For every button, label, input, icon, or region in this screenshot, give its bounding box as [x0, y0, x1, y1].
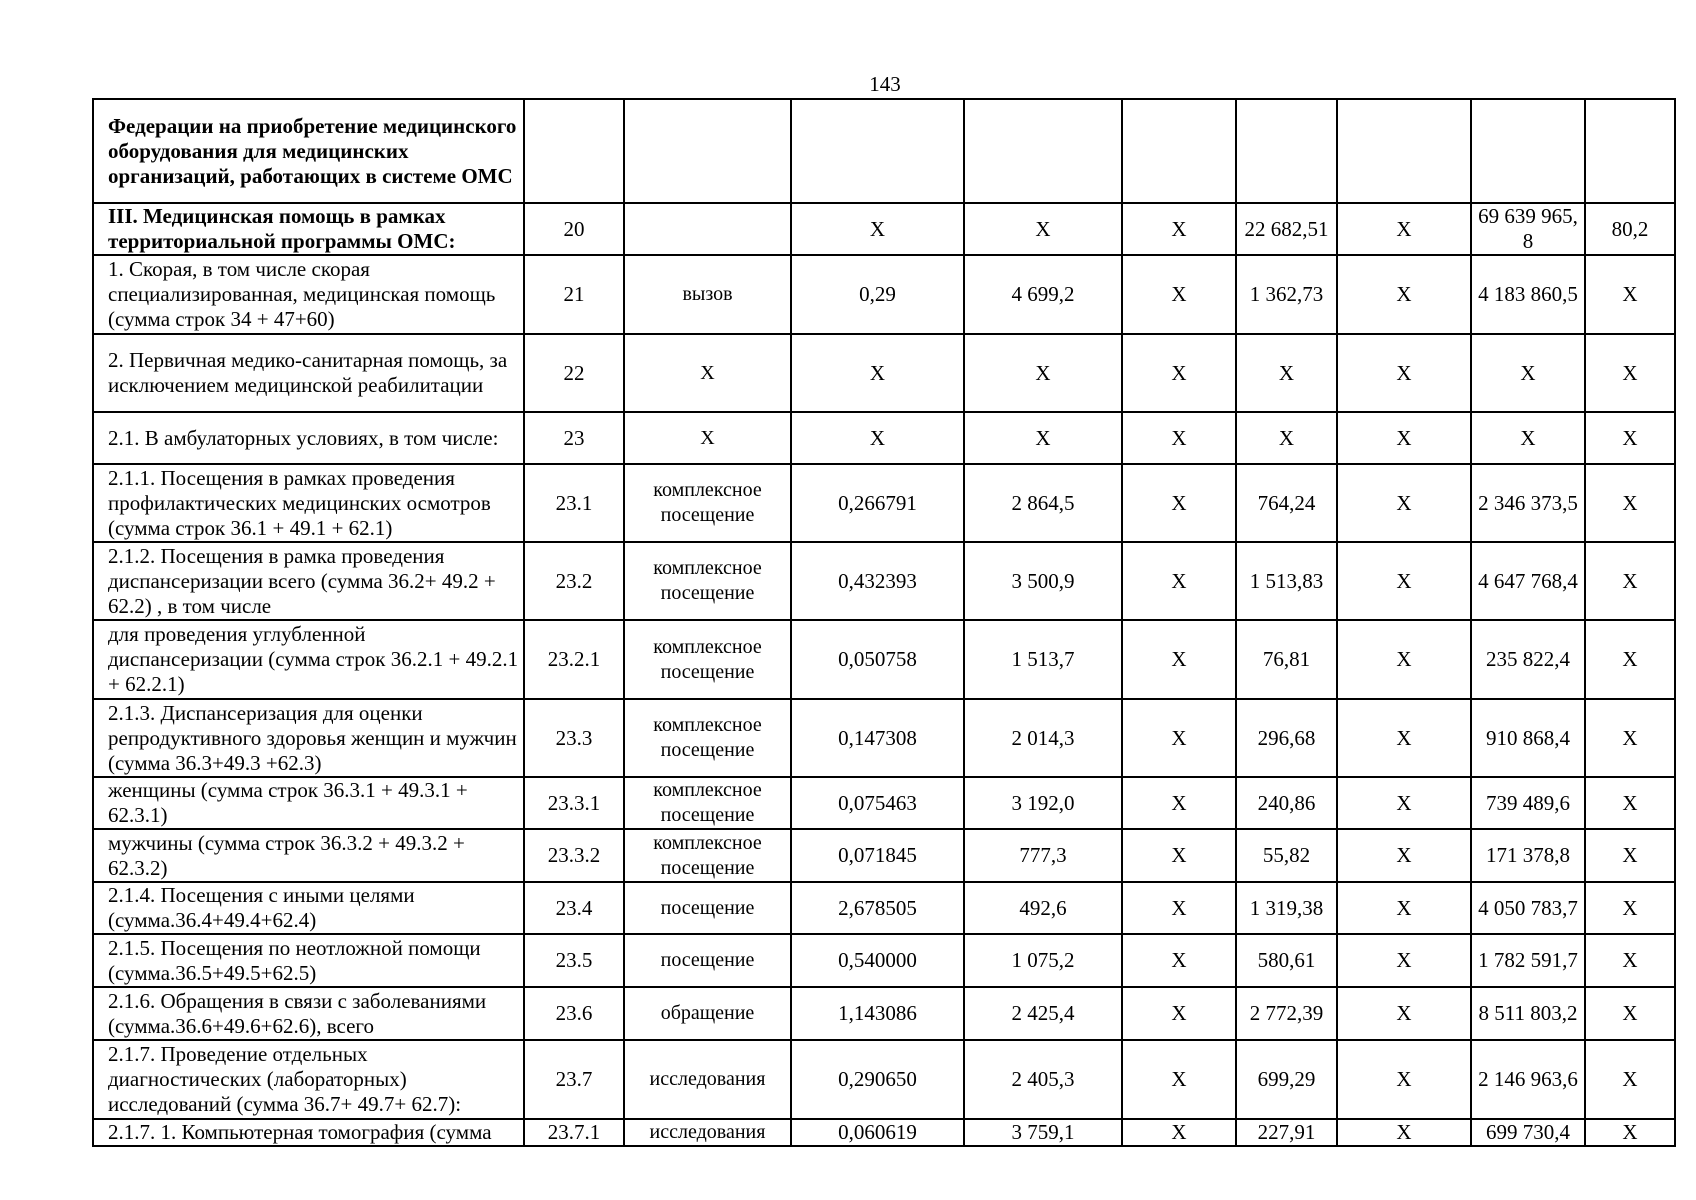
- row-unit-cell: комплексное посещение: [624, 829, 791, 882]
- row-value-cell-8: X: [1337, 934, 1471, 987]
- row-value-cell-7: 55,82: [1236, 829, 1337, 882]
- table-row: [93, 542, 1675, 620]
- row-value-cell-9: 235 822,4: [1471, 620, 1585, 699]
- row-value-cell-7: 1 362,73: [1236, 255, 1337, 334]
- row-value-cell-10: X: [1585, 1040, 1675, 1119]
- row-value-cell-10: X: [1585, 987, 1675, 1040]
- row-value-cell-10: X: [1585, 464, 1675, 542]
- row-value-cell-6: X: [1122, 334, 1236, 412]
- row-value-cell-4: [791, 99, 964, 203]
- row-value-cell-7: 296,68: [1236, 699, 1337, 777]
- row-line-number-cell: 23.2: [524, 542, 624, 620]
- row-value-cell-4: 0,071845: [791, 829, 964, 882]
- row-name-cell: Федерации на приобретение медицинского оборудования для медицинских организаций, работающих в системе ОМС: [93, 99, 524, 203]
- row-value-cell-9: 2 346 373,5: [1471, 464, 1585, 542]
- row-value-cell-9: 69 639 965, 8: [1471, 203, 1585, 255]
- row-value-cell-8: [1337, 99, 1471, 203]
- table-row: [93, 412, 1675, 464]
- row-value-cell-8: X: [1337, 1040, 1471, 1119]
- row-value-cell-10: X: [1585, 829, 1675, 882]
- row-unit-cell: комплексное посещение: [624, 620, 791, 699]
- row-value-cell-7: 22 682,51: [1236, 203, 1337, 255]
- row-value-cell-10: X: [1585, 777, 1675, 829]
- row-value-cell-7: 580,61: [1236, 934, 1337, 987]
- row-unit-cell: комплексное посещение: [624, 542, 791, 620]
- row-value-cell-6: X: [1122, 1040, 1236, 1119]
- row-name-cell: 2.1.7. Проведение отдельных диагностических (лабораторных) исследований (сумма 36.7+ 49.7+ 62.7):: [93, 1040, 524, 1119]
- row-value-cell-6: X: [1122, 882, 1236, 934]
- data-table: [92, 98, 1676, 1147]
- row-value-cell-6: [1122, 99, 1236, 203]
- row-line-number-cell: 23.5: [524, 934, 624, 987]
- row-name-cell: 2.1.1. Посещения в рамках проведения профилактических медицинских осмотров (сумма строк 36.1 + 49.1 + 62.1): [93, 464, 524, 542]
- row-unit-cell: посещение: [624, 934, 791, 987]
- row-value-cell-6: X: [1122, 255, 1236, 334]
- row-value-cell-5: X: [964, 203, 1122, 255]
- row-value-cell-5: 4 699,2: [964, 255, 1122, 334]
- row-value-cell-4: 0,050758: [791, 620, 964, 699]
- row-unit-cell: комплексное посещение: [624, 777, 791, 829]
- row-value-cell-6: X: [1122, 934, 1236, 987]
- row-value-cell-10: X: [1585, 934, 1675, 987]
- row-value-cell-4: 0,060619: [791, 1119, 964, 1146]
- row-line-number-cell: 23.3.2: [524, 829, 624, 882]
- row-value-cell-5: 777,3: [964, 829, 1122, 882]
- row-line-number-cell: 23.3.1: [524, 777, 624, 829]
- row-value-cell-7: 2 772,39: [1236, 987, 1337, 1040]
- row-unit-cell: X: [624, 412, 791, 464]
- row-value-cell-5: [964, 99, 1122, 203]
- row-value-cell-8: X: [1337, 882, 1471, 934]
- row-line-number-cell: 23.4: [524, 882, 624, 934]
- row-line-number-cell: 20: [524, 203, 624, 255]
- row-value-cell-7: 227,91: [1236, 1119, 1337, 1146]
- row-value-cell-10: X: [1585, 699, 1675, 777]
- row-value-cell-10: X: [1585, 334, 1675, 412]
- row-value-cell-5: X: [964, 412, 1122, 464]
- row-value-cell-9: 910 868,4: [1471, 699, 1585, 777]
- row-name-cell: 2.1.3. Диспансеризация для оценки репродуктивного здоровья женщин и мужчин (сумма 36.3+49.3 +62.3): [93, 699, 524, 777]
- row-value-cell-7: X: [1236, 412, 1337, 464]
- table-body: [93, 99, 1675, 1146]
- row-value-cell-10: X: [1585, 542, 1675, 620]
- table-row: [93, 1119, 1675, 1146]
- table-row: [93, 334, 1675, 412]
- row-value-cell-10: 80,2: [1585, 203, 1675, 255]
- row-value-cell-4: 0,540000: [791, 934, 964, 987]
- row-unit-cell: [624, 203, 791, 255]
- row-name-cell: 1. Скорая, в том числе скорая специализированная, медицинская помощь (сумма строк 34 + 47+60): [93, 255, 524, 334]
- row-line-number-cell: 23.6: [524, 987, 624, 1040]
- row-value-cell-10: X: [1585, 412, 1675, 464]
- row-name-cell: 2. Первичная медико-санитарная помощь, за исключением медицинской реабилитации: [93, 334, 524, 412]
- row-value-cell-4: 0,432393: [791, 542, 964, 620]
- row-value-cell-8: X: [1337, 620, 1471, 699]
- row-value-cell-10: X: [1585, 620, 1675, 699]
- table-row: [93, 99, 1675, 203]
- row-value-cell-9: 4 183 860,5: [1471, 255, 1585, 334]
- row-value-cell-8: X: [1337, 464, 1471, 542]
- row-value-cell-5: 3 192,0: [964, 777, 1122, 829]
- table-row: [93, 620, 1675, 699]
- row-value-cell-8: X: [1337, 334, 1471, 412]
- row-value-cell-6: X: [1122, 542, 1236, 620]
- row-line-number-cell: [524, 99, 624, 203]
- row-value-cell-10: X: [1585, 255, 1675, 334]
- row-value-cell-8: X: [1337, 542, 1471, 620]
- row-unit-cell: вызов: [624, 255, 791, 334]
- row-value-cell-9: 739 489,6: [1471, 777, 1585, 829]
- row-unit-cell: X: [624, 334, 791, 412]
- table-row: [93, 777, 1675, 829]
- row-value-cell-6: X: [1122, 620, 1236, 699]
- row-value-cell-9: 8 511 803,2: [1471, 987, 1585, 1040]
- row-value-cell-10: X: [1585, 1119, 1675, 1146]
- row-value-cell-8: X: [1337, 1119, 1471, 1146]
- row-value-cell-8: X: [1337, 699, 1471, 777]
- row-value-cell-6: X: [1122, 699, 1236, 777]
- row-line-number-cell: 23.3: [524, 699, 624, 777]
- table-row: [93, 987, 1675, 1040]
- row-unit-cell: исследования: [624, 1119, 791, 1146]
- table-row: [93, 464, 1675, 542]
- row-value-cell-9: 699 730,4: [1471, 1119, 1585, 1146]
- table-row: [93, 934, 1675, 987]
- row-name-cell: 2.1.7. 1. Компьютерная томография (сумма: [93, 1119, 524, 1146]
- row-value-cell-5: 2 014,3: [964, 699, 1122, 777]
- table-row: [93, 829, 1675, 882]
- row-value-cell-8: X: [1337, 777, 1471, 829]
- table-row: [93, 255, 1675, 334]
- row-value-cell-6: X: [1122, 829, 1236, 882]
- row-line-number-cell: 23.1: [524, 464, 624, 542]
- row-value-cell-9: X: [1471, 412, 1585, 464]
- row-value-cell-8: X: [1337, 987, 1471, 1040]
- row-value-cell-8: X: [1337, 255, 1471, 334]
- row-name-cell: мужчины (сумма строк 36.3.2 + 49.3.2 + 62.3.2): [93, 829, 524, 882]
- row-value-cell-5: 2 405,3: [964, 1040, 1122, 1119]
- row-unit-cell: комплексное посещение: [624, 699, 791, 777]
- row-unit-cell: [624, 99, 791, 203]
- row-value-cell-9: 171 378,8: [1471, 829, 1585, 882]
- row-value-cell-7: 1 513,83: [1236, 542, 1337, 620]
- row-value-cell-6: X: [1122, 464, 1236, 542]
- row-name-cell: 2.1.5. Посещения по неотложной помощи (сумма.36.5+49.5+62.5): [93, 934, 524, 987]
- row-value-cell-7: 76,81: [1236, 620, 1337, 699]
- row-name-cell: 2.1. В амбулаторных условиях, в том числе:: [93, 412, 524, 464]
- row-name-cell: 2.1.2. Посещения в рамка проведения диспансеризации всего (сумма 36.2+ 49.2 + 62.2) , в том числе: [93, 542, 524, 620]
- row-value-cell-7: X: [1236, 334, 1337, 412]
- row-name-cell: женщины (сумма строк 36.3.1 + 49.3.1 + 62.3.1): [93, 777, 524, 829]
- row-value-cell-6: X: [1122, 777, 1236, 829]
- row-value-cell-9: 4 050 783,7: [1471, 882, 1585, 934]
- row-value-cell-4: X: [791, 334, 964, 412]
- row-value-cell-9: [1471, 99, 1585, 203]
- table-row: [93, 203, 1675, 255]
- row-name-cell: III. Медицинская помощь в рамках территориальной программы ОМС:: [93, 203, 524, 255]
- row-value-cell-4: 0,29: [791, 255, 964, 334]
- row-value-cell-5: 492,6: [964, 882, 1122, 934]
- row-value-cell-5: X: [964, 334, 1122, 412]
- row-value-cell-4: X: [791, 412, 964, 464]
- row-value-cell-5: 3 500,9: [964, 542, 1122, 620]
- row-value-cell-4: 0,147308: [791, 699, 964, 777]
- row-value-cell-10: X: [1585, 882, 1675, 934]
- row-value-cell-7: 1 319,38: [1236, 882, 1337, 934]
- row-value-cell-8: X: [1337, 829, 1471, 882]
- row-unit-cell: обращение: [624, 987, 791, 1040]
- row-value-cell-4: X: [791, 203, 964, 255]
- table-row: [93, 699, 1675, 777]
- row-value-cell-7: 240,86: [1236, 777, 1337, 829]
- row-name-cell: 2.1.6. Обращения в связи с заболеваниями (сумма.36.6+49.6+62.6), всего: [93, 987, 524, 1040]
- row-name-cell: для проведения углубленной диспансеризации (сумма строк 36.2.1 + 49.2.1 + 62.2.1): [93, 620, 524, 699]
- row-value-cell-6: X: [1122, 1119, 1236, 1146]
- row-unit-cell: посещение: [624, 882, 791, 934]
- row-value-cell-4: 0,290650: [791, 1040, 964, 1119]
- row-value-cell-4: 0,266791: [791, 464, 964, 542]
- row-value-cell-9: 4 647 768,4: [1471, 542, 1585, 620]
- row-value-cell-8: X: [1337, 412, 1471, 464]
- row-line-number-cell: 22: [524, 334, 624, 412]
- row-value-cell-5: 3 759,1: [964, 1119, 1122, 1146]
- row-line-number-cell: 23.2.1: [524, 620, 624, 699]
- row-value-cell-4: 1,143086: [791, 987, 964, 1040]
- row-value-cell-7: 699,29: [1236, 1040, 1337, 1119]
- row-value-cell-4: 0,075463: [791, 777, 964, 829]
- page-number: 143: [869, 72, 901, 96]
- row-line-number-cell: 23.7.1: [524, 1119, 624, 1146]
- row-line-number-cell: 21: [524, 255, 624, 334]
- row-value-cell-5: 2 864,5: [964, 464, 1122, 542]
- row-value-cell-9: 1 782 591,7: [1471, 934, 1585, 987]
- row-value-cell-5: 2 425,4: [964, 987, 1122, 1040]
- table-row: [93, 882, 1675, 934]
- row-unit-cell: комплексное посещение: [624, 464, 791, 542]
- row-unit-cell: исследования: [624, 1040, 791, 1119]
- row-value-cell-7: 764,24: [1236, 464, 1337, 542]
- row-value-cell-10: [1585, 99, 1675, 203]
- row-value-cell-5: 1 513,7: [964, 620, 1122, 699]
- row-value-cell-4: 2,678505: [791, 882, 964, 934]
- row-value-cell-8: X: [1337, 203, 1471, 255]
- row-line-number-cell: 23.7: [524, 1040, 624, 1119]
- row-line-number-cell: 23: [524, 412, 624, 464]
- row-value-cell-6: X: [1122, 412, 1236, 464]
- row-name-cell: 2.1.4. Посещения с иными целями (сумма.36.4+49.4+62.4): [93, 882, 524, 934]
- row-value-cell-5: 1 075,2: [964, 934, 1122, 987]
- row-value-cell-6: X: [1122, 203, 1236, 255]
- row-value-cell-6: X: [1122, 987, 1236, 1040]
- table-row: [93, 1040, 1675, 1119]
- row-value-cell-9: 2 146 963,6: [1471, 1040, 1585, 1119]
- row-value-cell-9: X: [1471, 334, 1585, 412]
- row-value-cell-7: [1236, 99, 1337, 203]
